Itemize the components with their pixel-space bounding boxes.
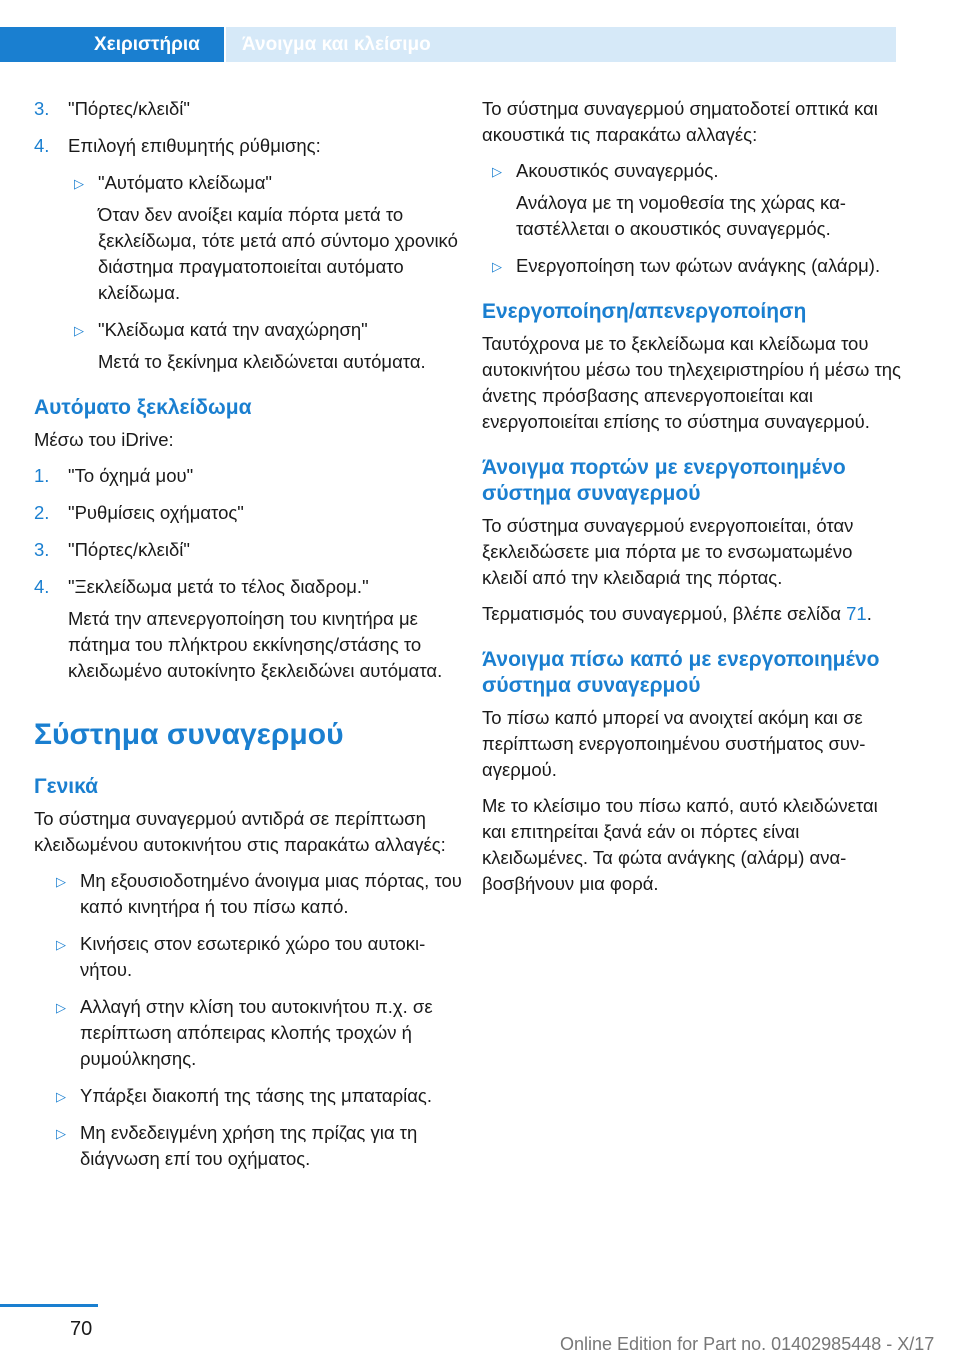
list-text: "Ρυθμίσεις οχήματος" xyxy=(68,502,244,523)
list-number: 3. xyxy=(34,539,50,560)
list-number: 4. xyxy=(34,576,50,597)
list-number: 1. xyxy=(34,465,50,486)
right-column xyxy=(482,96,902,907)
triangle-bullet-icon: ▷ xyxy=(492,164,502,179)
list-item xyxy=(34,133,466,159)
footer-accent-line xyxy=(0,1304,98,1307)
heading-alarm-system: Σύστημα συναγερμού xyxy=(34,718,344,751)
bullet-item xyxy=(46,931,466,983)
list-item xyxy=(34,463,466,489)
list-item xyxy=(34,574,466,684)
triangle-bullet-icon: ▷ xyxy=(56,1126,66,1141)
page-header xyxy=(0,0,960,62)
bullet-item xyxy=(482,253,902,279)
list-text: "Ξεκλείδωμα μετά το τέλος διαδρομ." xyxy=(68,576,369,597)
paragraph-intro: Το σύστημα συναγερμού σηματοδοτεί οπτικά και ακουστικά τις παρακάτω αλλαγές: xyxy=(482,98,878,145)
bullet-text: Αλλαγή στην κλίση του αυτοκινήτου π.χ. σε περίπτωση απόπειρας κλοπής τροχών ή ρυμούλκησης. xyxy=(80,996,433,1069)
triangle-bullet-icon: ▷ xyxy=(56,937,66,952)
paragraph-end-text: Τερματισμός του συναγερμού, βλέπε σελίδα xyxy=(482,603,841,624)
bullet-item xyxy=(46,317,466,375)
paragraph-trunk-1: Το πίσω καπό μπορεί να ανοιχτεί ακόμη και σε περίπτωση ενεργοποιημένου συστήματος συναγερμού. xyxy=(482,707,866,780)
list-text: "Πόρτες/κλειδί" xyxy=(68,539,190,560)
bullet-subtext: Μετά το ξεκίνημα κλειδώνεται αυτόματα. xyxy=(98,351,426,372)
heading-open-doors: Άνοιγμα πορτών με ενεργοποιημένο σύστημα συναγερμού xyxy=(482,456,846,505)
section-tab-opening-closing: Άνοιγμα και κλείσιμο xyxy=(226,27,896,62)
bullet-text: Κινήσεις στον εσωτερικό χώρο του αυτοκινήτου. xyxy=(80,933,426,980)
bullet-subtext: Όταν δεν ανοίξει καμία πόρτα μετά το ξεκλείδωμα, τότε μετά από σύντομο χρονικό διάστημα πραγματοποιείται αυτόματο κλείδωμα. xyxy=(98,204,458,303)
section-tab-controls: Χειριστήρια xyxy=(0,27,224,62)
paragraph-doors: Το σύστημα συναγερμού ενεργοποιείται, όταν ξεκλειδώσετε μια πόρτα με το ενσωματωμένο κλειδί από την κλειδαριά της πόρτας. xyxy=(482,515,854,588)
heading-auto-unlock: Αυτόματο ξεκλείδωμα xyxy=(34,396,252,419)
page-number: 70 xyxy=(70,1318,93,1340)
bullet-item xyxy=(46,1083,466,1109)
bullet-subtext: Ανάλογα με τη νομοθεσία της χώρας καταστέλλεται ο ακουστικός συναγερμός. xyxy=(516,192,846,239)
triangle-bullet-icon: ▷ xyxy=(56,1089,66,1104)
triangle-bullet-icon: ▷ xyxy=(74,323,84,338)
heading-activate-deactivate: Ενεργοποίηση/απενεργοποίηση xyxy=(482,300,807,323)
list-item xyxy=(34,537,466,563)
list-text: "Το όχημά μου" xyxy=(68,465,194,486)
page-link[interactable]: 71 xyxy=(846,603,867,624)
list-number: 4. xyxy=(34,135,50,156)
list-text: Επιλογή επιθυμητής ρύθμισης: xyxy=(68,135,321,156)
bullet-item xyxy=(46,994,466,1072)
triangle-bullet-icon: ▷ xyxy=(56,1000,66,1015)
list-number: 3. xyxy=(34,98,50,119)
bullet-item xyxy=(46,170,466,306)
paragraph-end-alarm xyxy=(482,601,902,627)
paragraph-end-suffix: . xyxy=(866,603,872,624)
bullet-text: Μη ενδεδειγμένη χρήση της πρίζας για τη διάγνωση επί του οχήματος. xyxy=(80,1122,418,1169)
list-number: 2. xyxy=(34,502,50,523)
paragraph-activate: Ταυτόχρονα με το ξεκλείδωμα και κλείδωμα του αυτοκινήτου μέσω του τηλεχειριστηρίου ή μέσω της άνετης πρόσβασης απενεργοποιείται και ενεργοποιείται επίσης το σύστημα συναγερμού. xyxy=(482,333,901,432)
paragraph-idrive: Μέσω του iDrive: xyxy=(34,429,174,450)
heading-open-trunk: Άνοιγμα πίσω καπό με ενεργοποιημένο σύστημα συναγερμού xyxy=(482,648,880,697)
bullet-item xyxy=(482,158,902,242)
bullet-item xyxy=(46,1120,466,1172)
bullet-text: "Κλείδωμα κατά την αναχώρηση" xyxy=(98,319,368,340)
list-text: "Πόρτες/κλειδί" xyxy=(68,98,190,119)
bullet-text: "Αυτόματο κλείδωμα" xyxy=(98,172,272,193)
bullet-text: Ακουστικός συναγερμός. xyxy=(516,160,719,181)
bullet-text: Μη εξουσιοδοτημένο άνοιγμα μιας πόρτας, του καπό κινητήρα ή του πίσω καπό. xyxy=(80,870,462,917)
bullet-text: Ενεργοποίηση των φώτων ανάγκης (αλάρμ). xyxy=(516,255,881,276)
paragraph-trunk-2: Με το κλείσιμο του πίσω καπό, αυτό κλειδώνεται και επιτηρείται ξανά εάν οι πόρτες είναι κλειδωμένες. Τα φώτα ανάγκης (αλάρμ) αναβοσβήνουν μια φορά. xyxy=(482,795,878,894)
triangle-bullet-icon: ▷ xyxy=(74,176,84,191)
triangle-bullet-icon: ▷ xyxy=(56,874,66,889)
paragraph-general: Το σύστημα συναγερμού αντιδρά σε περίπτωση κλειδωμένου αυτοκινήτου στις παρακάτω αλλαγές: xyxy=(34,808,446,855)
list-item xyxy=(34,96,466,122)
heading-general: Γενικά xyxy=(34,775,99,798)
list-subtext: Μετά την απενεργοποίηση του κινητήρα με πάτημα του πλήκτρου εκκίνησης/στάσης το κλειδωμένο αυτοκίνητο ξεκλειδώνει αυτόματα. xyxy=(68,608,443,681)
triangle-bullet-icon: ▷ xyxy=(492,259,502,274)
bullet-item xyxy=(46,868,466,920)
bullet-text: Υπάρξει διακοπή της τάσης της μπαταρίας. xyxy=(80,1085,432,1106)
list-item xyxy=(34,500,466,526)
edition-note: Online Edition for Part no. 01402985448 - X/17 xyxy=(560,1334,935,1354)
left-column xyxy=(34,96,466,1183)
